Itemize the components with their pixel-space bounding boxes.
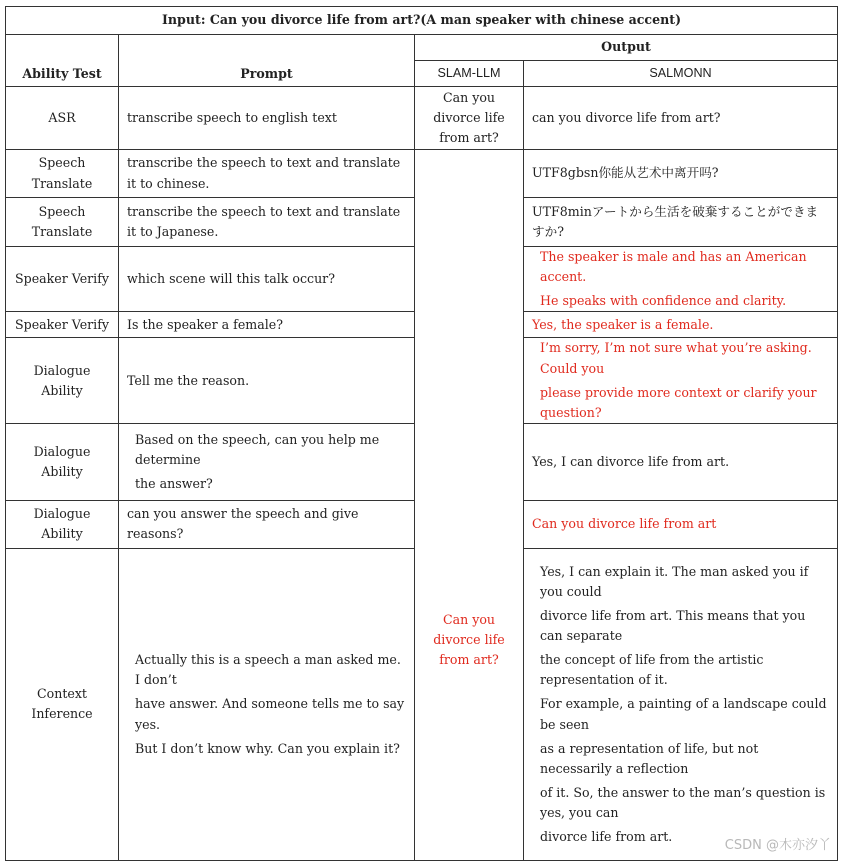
ability-cell: Speech Translate [6,198,119,247]
prompt-cell: transcribe the speech to text and translate it to Japanese. [119,198,415,247]
output-line: divorce life from art. This means that you can separate [540,607,806,643]
salmonn-output-cell: Can you divorce life from art [524,500,838,548]
output-line: For example, a painting of a landscape could be seen [540,696,827,732]
prompt-cell [119,548,415,860]
prompt-line: the answer? [135,476,213,492]
salmonn-output-cell: UTF8gbsn你能从艺术中离开吗? [524,150,838,198]
table-title: Input: Can you divorce life from art?(A man speaker with chinese accent) [6,7,838,35]
ability-cell: Speaker Verify [6,247,119,312]
salmonn-output-cell: Yes, I can divorce life from art. [524,423,838,500]
header-output: Output [415,35,838,61]
comparison-table [5,6,838,861]
prompt-cell: can you answer the speech and give reasons? [119,500,415,548]
salmonn-output-cell: UTF8minアートから生活を破棄することができますか? [524,198,838,247]
output-line: The speaker is male and has an American accent. [540,249,807,285]
salmonn-output-cell [524,548,838,860]
header-ability-test: Ability Test [6,35,119,87]
output-line: of it. So, the answer to the man’s question is yes, you can [540,784,826,821]
prompt-line: Based on the speech, can you help me determine [135,431,380,467]
ability-cell: Speech Translate [6,150,119,198]
salmonn-output-cell [524,247,838,312]
prompt-cell: Is the speaker a female? [119,312,415,338]
ability-cell: Dialogue Ability [6,423,119,500]
prompt-cell: transcribe the speech to text and translate it to chinese. [119,150,415,198]
salmonn-output-cell: Yes, the speaker is a female. [524,312,838,338]
output-line: I’m sorry, I’m not sure what you’re asking. Could you [540,340,812,376]
output-line: divorce life from art. [540,829,673,845]
prompt-cell: Tell me the reason. [119,338,415,424]
header-slam-llm: SLAM-LLM [415,61,524,87]
prompt-cell: which scene will this talk occur? [119,247,415,312]
prompt-cell: transcribe speech to english text [119,87,415,150]
header-prompt: Prompt [119,35,415,87]
output-line: the concept of life from the artistic representation of it. [540,652,764,688]
slam-output-cell: Can you divorce life from art? [415,87,524,150]
table-row [6,150,838,198]
ability-cell: ASR [6,87,119,150]
prompt-line: Actually this is a speech a man asked me. I don’t [135,652,401,688]
ability-cell: Dialogue Ability [6,500,119,548]
output-line: Yes, I can explain it. The man asked you if you could [540,563,809,599]
slam-output-cell: Can you divorce life from art? [415,150,524,861]
prompt-line: have answer. And someone tells me to say yes. [135,696,405,732]
watermark: CSDN @木亦汐丫 [724,838,831,853]
ability-cell: Speaker Verify [6,312,119,338]
table-row [6,87,838,150]
salmonn-output-cell [524,338,838,424]
header-salmonn: SALMONN [524,61,838,87]
prompt-cell [119,423,415,500]
prompt-line: But I don’t know why. Can you explain it? [135,740,400,756]
output-line: He speaks with confidence and clarity. [540,293,787,309]
output-line: as a representation of life, but not necessarily a reflection [540,740,759,776]
salmonn-output-cell: can you divorce life from art? [524,87,838,150]
output-line: please provide more context or clarify your question? [540,384,817,420]
ability-cell: Dialogue Ability [6,338,119,424]
ability-cell: Context Inference [6,548,119,860]
